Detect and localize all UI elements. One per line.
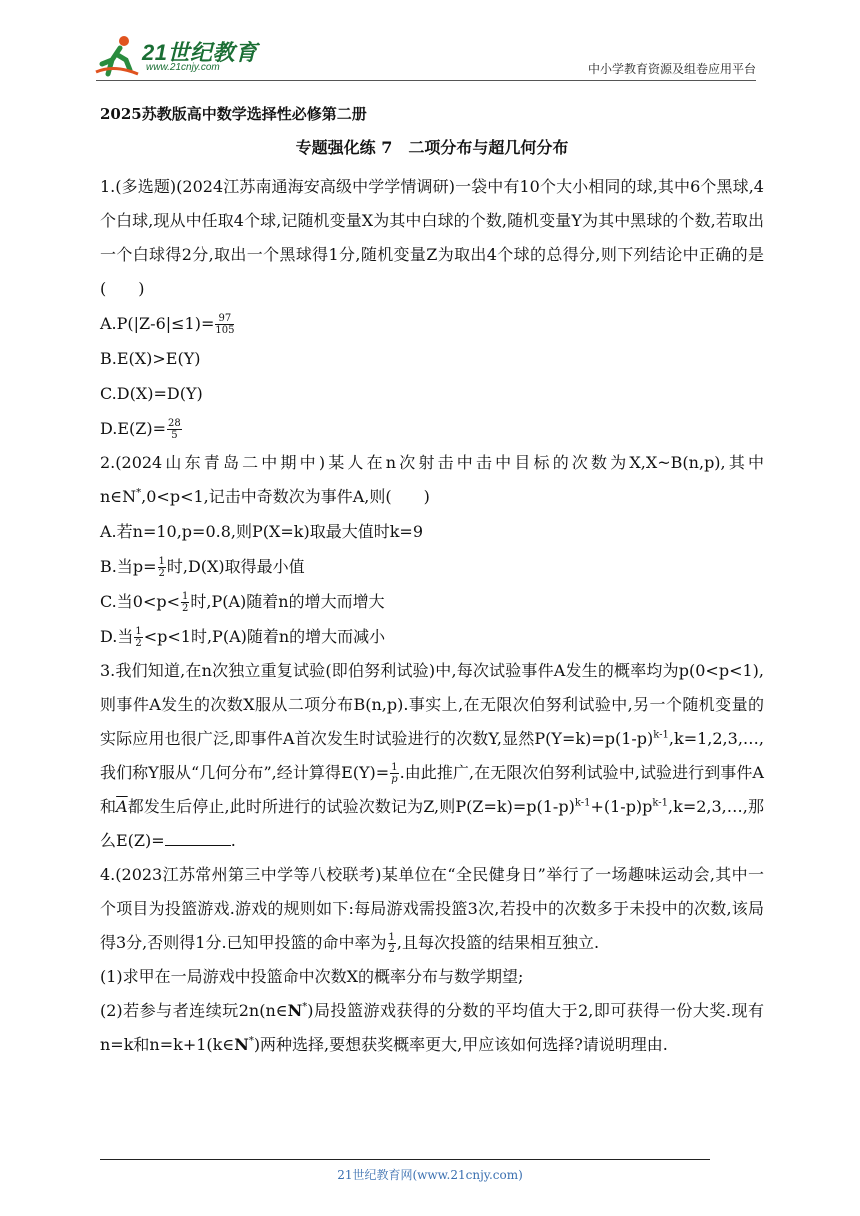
question-1-stem: 1.(多选题)(2024江苏南通海安高级中学学情调研)一袋中有10个大小相同的球,其中6个黑球,4个白球,现从中任取4个球,记随机变量X为其中白球的个数,随机变量Y为其中黑球的个数,若取出一个白球得2分,取出一个黑球得1分,随机变量Z为取出4个球的总得分,则下列结论中正确的是( ) [100, 177, 764, 298]
footer-link[interactable]: 21世纪教育网(www.21cnjy.com) [337, 1168, 523, 1182]
question-1-option-c: C.D(X)=D(Y) [100, 384, 203, 403]
a-bar: $\overline{A}$ [116, 797, 128, 816]
fraction: $\frac{1}{p}$ [391, 762, 398, 785]
runner-icon [94, 34, 140, 78]
platform-name: 中小学教育资源及组卷应用平台 [587, 62, 756, 76]
document-body [100, 100, 764, 1062]
header-divider [96, 80, 756, 81]
question-3-stem: 3.我们知道,在n次独立重复试验(即伯努利试验)中,每次试验事件A发生的概率均为p(0<p<1),则事件A发生的次数X服从二项分布B(n,p).事实上,在无限次伯努利试验中,另一个随机变量的实际应用也很广泛,即事件A首次发生时试验进行的次数Y,显然$P(Y=k)=p(1-p)^{k-1},k=1,2,3,\dots$,我们称Y服从“几何分布”,经计算得E(Y)= $\frac{1}{p}$ .由此推广,在无限次伯努利试验中,试验进行到事件A和$\overline{A}$都发生后停止,此时所进行的试验次数记为Z,则$P(Z=k)=p(1-p)^{k-1}+(1-p)p^{k-1},k=2,3,\dots$,那么E(Z)= . [100, 661, 764, 850]
fraction: $\frac{1}{2}$ [182, 591, 189, 614]
question-2-option-a: A.若n=10,p=0.8,则P(X=k)取最大值时k=9 [100, 522, 424, 541]
fraction: $\frac{1}{2}$ [388, 932, 395, 955]
footer-divider [100, 1159, 710, 1160]
question-1-option-b: B.E(X)>E(Y) [100, 349, 201, 368]
book-title: 2025苏教版高中数学选择性必修第二册 [100, 105, 367, 123]
question-4-sub-1: (1)求甲在一局游戏中投篮命中次数X的概率分布与数学期望; [100, 967, 524, 986]
logo-url: www.21cnjy.com [146, 62, 220, 73]
page-header [0, 0, 860, 90]
section-title: 专题强化练 7 二项分布与超几何分布 [295, 138, 569, 157]
question-1-option-a: A.P(|Z-6|≤1)= $\frac{97}{105}$ [100, 313, 235, 336]
question-4-sub-2: (2)若参与者连续玩2n(n∈N*)局投篮游戏获得的分数的平均值大于2,即可获得一份大奖.现有n=k和n=k+1(k∈N*)两种选择,要想获奖概率更大,甲应该如何选择?请说明理由. [100, 1001, 764, 1054]
logo-text: 21世纪教育 [142, 40, 258, 65]
question-2-option-c: C.当0<p< $\frac{1}{2}$ 时,P(A)随着n的增大而增大 [100, 591, 385, 614]
fraction: $\frac{1}{2}$ [158, 556, 165, 579]
fraction: $\frac{97}{105}$ [215, 313, 235, 336]
question-1-option-d: D.E(Z)= $\frac{28}{5}$ [100, 418, 181, 441]
fraction: $\frac{28}{5}$ [168, 418, 181, 441]
site-logo [94, 34, 264, 78]
fraction: $\frac{1}{2}$ [135, 626, 142, 649]
question-2-option-d: D.当 $\frac{1}{2}$ <p<1时,P(A)随着n的增大而减小 [100, 626, 386, 649]
question-2-stem: 2.(2024山东青岛二中期中)某人在n次射击中击中目标的次数为X,X~B(n,p),其中n∈N*,0<p<1,记击中奇数次为事件A,则( ) [100, 453, 764, 506]
question-4-stem: 4.(2023江苏常州第三中学等八校联考)某单位在“全民健身日”举行了一场趣味运动会,其中一个项目为投篮游戏.游戏的规则如下:每局游戏需投篮3次,若投中的次数多于未投中的次数,该局得3分,否则得1分.已知甲投篮的命中率为 $\frac{1}{2}$ ,且每次投篮的结果相互独立. [100, 865, 764, 955]
question-2-option-b: B.当p= $\frac{1}{2}$ 时,D(X)取得最小值 [100, 556, 305, 579]
answer-blank[interactable] [165, 831, 231, 846]
